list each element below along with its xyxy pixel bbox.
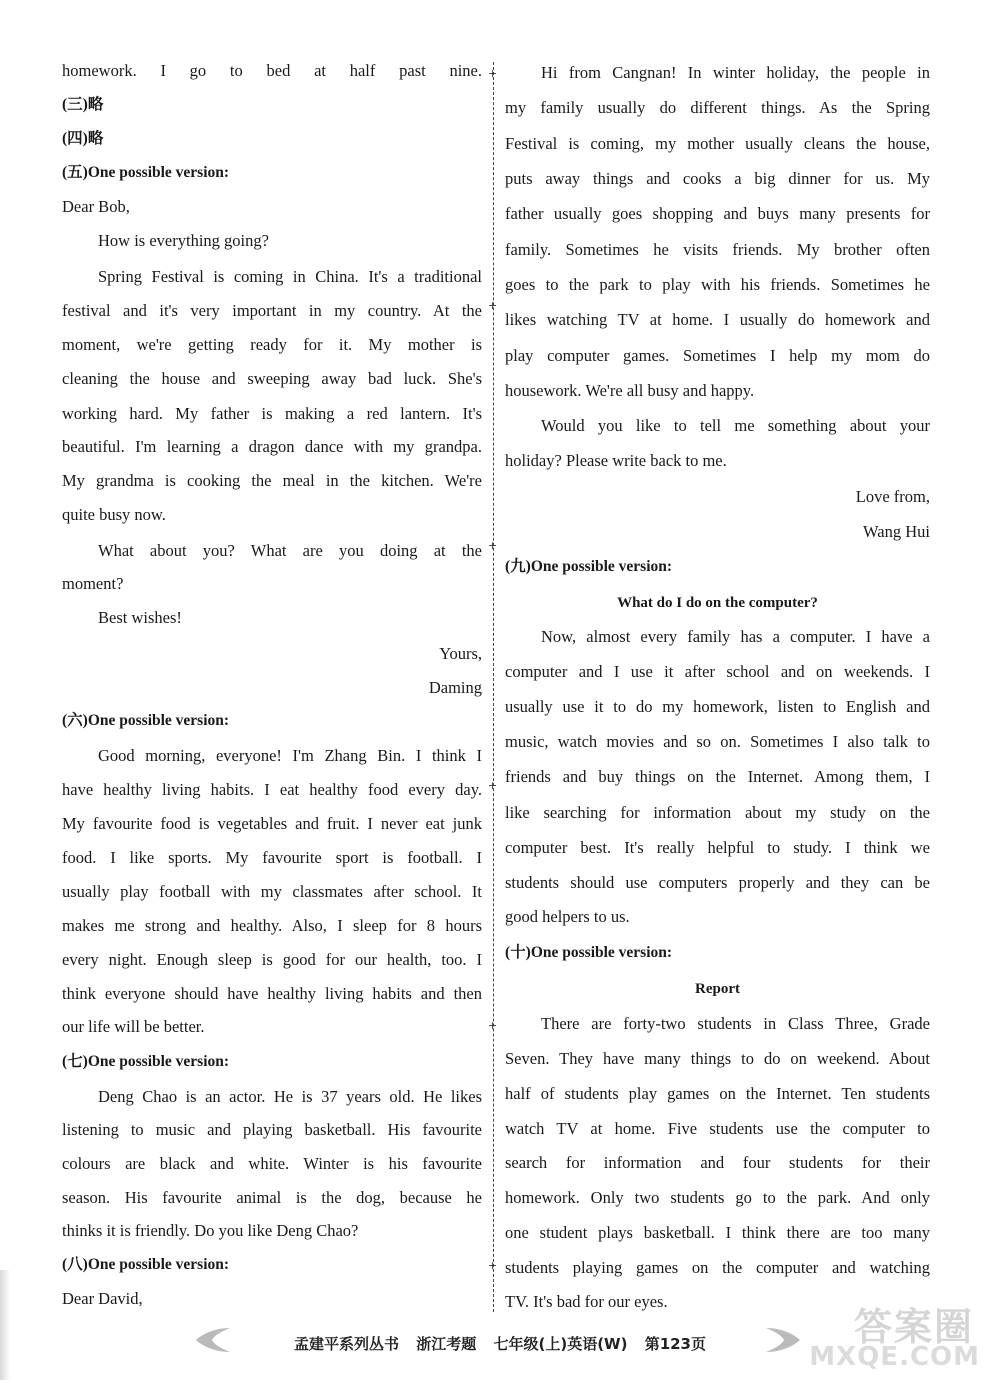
text-line: Love from, xyxy=(855,487,930,506)
watermark-text: 答案圈 xyxy=(853,1305,974,1349)
text-line: homework. I go to bed at half past nine. xyxy=(62,61,482,80)
text-line: my family usually do different things. As the Spring xyxy=(505,98,930,117)
text-line: holiday? Please write back to me. xyxy=(505,451,727,470)
text-line: good helpers to us. xyxy=(505,907,630,926)
text-line: computer and I use it after school and on weekends. I xyxy=(505,662,930,681)
divider-mark: + xyxy=(488,1259,498,1272)
text-line: homework. Only two students go to the park. And only xyxy=(505,1188,930,1207)
divider-mark: + xyxy=(488,779,498,792)
text-line: moment, we're getting ready for it. My mother is xyxy=(62,335,482,354)
text-line: Seven. They have many things to do on weekend. About xyxy=(505,1049,930,1068)
text-line: beautiful. I'm learning a dragon dance with my grandpa. xyxy=(62,437,482,456)
text-line: Wang Hui xyxy=(863,522,930,541)
text-line: think everyone should have healthy living habits and then xyxy=(62,984,482,1003)
text-line: Festival is coming, my mother usually cleans the house, xyxy=(505,134,930,153)
text-line: working hard. My father is making a red lantern. It's xyxy=(62,404,482,423)
text-line: one student plays basketball. I think there are too many xyxy=(505,1223,930,1242)
text-line: makes me strong and healthy. Also, I sleep for 8 hours xyxy=(62,916,482,935)
section-heading: (四)略 xyxy=(62,130,104,147)
text-line: cleaning the house and sweeping away bad luck. She's xyxy=(62,369,482,388)
section-heading: (五)One possible version: xyxy=(62,164,230,181)
text-line: friends and buy things on the Internet. Among them, I xyxy=(505,767,930,786)
text-line: Yours, xyxy=(439,644,482,663)
text-line: watch TV at home. Five students use the computer to xyxy=(505,1119,930,1138)
text-line: our life will be better. xyxy=(62,1017,205,1036)
divider-mark: + xyxy=(488,67,498,80)
text-line: colours are black and white. Winter is his favourite xyxy=(62,1154,482,1173)
watermark-logo xyxy=(809,1292,982,1378)
section-heading: (十)One possible version: xyxy=(505,944,673,961)
text-line: usually use it to do my homework, listen to English and xyxy=(505,697,930,716)
divider-mark: + xyxy=(488,539,498,552)
text-line: How is everything going? xyxy=(98,231,269,250)
section-heading: (七)One possible version: xyxy=(62,1053,230,1070)
text-line: festival and it's very important in my country. At the xyxy=(62,301,482,320)
watermark-url: MXQE.COM xyxy=(809,1342,980,1372)
text-line: moment? xyxy=(62,574,124,593)
text-line: Deng Chao is an actor. He is 37 years old. He likes xyxy=(98,1087,482,1106)
page-number: 第123页 xyxy=(644,1335,706,1353)
text-line: students playing games on the computer and watching xyxy=(505,1258,930,1277)
text-line: half of students play games on the Internet. Ten students xyxy=(505,1084,930,1103)
text-line: goes to the park to play with his friends. Sometimes he xyxy=(505,275,930,294)
text-line: have healthy living habits. I eat healthy food every day. xyxy=(62,780,482,799)
text-line: search for information and four students for their xyxy=(505,1153,930,1172)
text-line: Dear David, xyxy=(62,1289,143,1308)
text-line: Spring Festival is coming in China. It's a traditional xyxy=(98,267,482,286)
column-divider xyxy=(493,62,494,1312)
text-line: likes watching TV at home. I usually do homework and xyxy=(505,310,930,329)
text-line: like searching for information about my study on the xyxy=(505,803,930,822)
text-line: play computer games. Sometimes I help my mom do xyxy=(505,346,930,365)
text-line: family. Sometimes he visits friends. My brother often xyxy=(505,240,930,259)
section-heading: (九)One possible version: xyxy=(505,558,673,575)
text-line: There are forty-two students in Class Three, Grade xyxy=(541,1014,930,1033)
section-heading: (六)One possible version: xyxy=(62,712,230,729)
divider-mark: + xyxy=(488,299,498,312)
text-line: computer best. It's really helpful to study. I think we xyxy=(505,838,930,857)
text-line: quite busy now. xyxy=(62,505,166,524)
text-line: Good morning, everyone! I'm Zhang Bin. I think I xyxy=(98,746,482,765)
text-line: housework. We're all busy and happy. xyxy=(505,381,755,400)
text-line: TV. It's bad for our eyes. xyxy=(505,1292,668,1311)
footer-series: 孟建平系列丛书 xyxy=(293,1335,399,1353)
text-line: My grandma is cooking the meal in the kitchen. We're xyxy=(62,471,482,490)
text-line: Daming xyxy=(428,678,482,697)
section-heading: (三)略 xyxy=(62,96,104,113)
footer-book: 浙江考题 xyxy=(416,1335,477,1353)
text-line: thinks it is friendly. Do you like Deng Chao? xyxy=(62,1221,359,1240)
text-line: Hi from Cangnan! In winter holiday, the people in xyxy=(541,63,930,82)
section-heading: (八)One possible version: xyxy=(62,1256,230,1273)
text-line: students should use computers properly and they can be xyxy=(505,873,930,892)
text-line: usually play football with my classmates after school. It xyxy=(62,882,482,901)
text-line: Dear Bob, xyxy=(62,197,130,216)
text-line: every night. Enough sleep is good for our health, too. I xyxy=(62,950,482,969)
divider-mark: + xyxy=(488,1019,498,1032)
text-line: Would you like to tell me something about your xyxy=(541,416,930,435)
page-edge-shadow xyxy=(0,1270,10,1380)
text-line: Now, almost every family has a computer. I have a xyxy=(541,627,930,646)
text-line: listening to music and playing basketball. His favourite xyxy=(62,1120,482,1139)
text-line: food. I like sports. My favourite sport is football. I xyxy=(62,848,482,867)
text-line: father usually goes shopping and buys many presents for xyxy=(505,204,930,223)
text-line: My favourite food is vegetables and fruit. I never eat junk xyxy=(62,814,482,833)
text-line: puts away things and cooks a big dinner for us. My xyxy=(505,169,930,188)
essay-title: What do I do on the computer? xyxy=(617,595,818,611)
right-ornament-icon xyxy=(760,1322,806,1358)
text-line: music, watch movies and so on. Sometimes I also talk to xyxy=(505,732,930,751)
essay-title: Report xyxy=(695,981,740,997)
text-line: Best wishes! xyxy=(98,608,182,627)
text-line: season. His favourite animal is the dog, because he xyxy=(62,1188,482,1207)
text-line: What about you? What are you doing at the xyxy=(98,541,482,560)
footer-grade: 七年级(上)英语(W) xyxy=(493,1335,628,1353)
